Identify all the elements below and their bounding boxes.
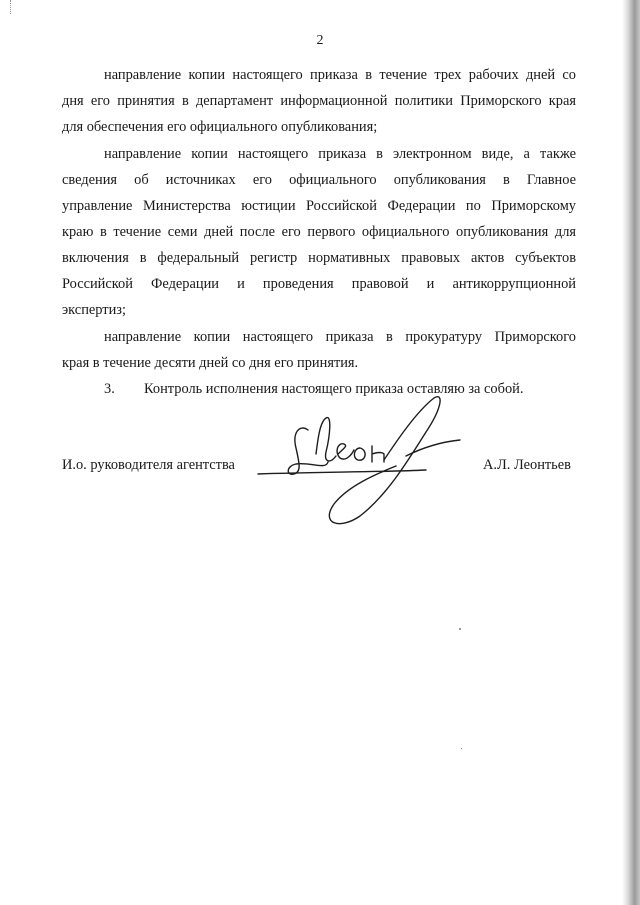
paragraph-3-line-2: края в течение десяти дней со дня его принятия. [62, 355, 359, 371]
signature-flourish [329, 397, 440, 524]
scan-speck [461, 748, 462, 749]
paragraph-1-line-3: для обеспечения его официального опубликования; [62, 119, 378, 135]
paragraph-2-line-3: управление Министерства юстиции Российской Федерации по Приморскому [62, 198, 576, 214]
signature-letter-3 [354, 448, 365, 460]
paragraph-3-line-1: направление копии настоящего приказа в прокуратуру Приморского [104, 329, 576, 345]
signature-letter-2 [337, 444, 354, 459]
signature-initial [288, 428, 328, 474]
paragraph-2-line-4: краю в течение семи дней после его первого официального опубликования для [62, 224, 576, 240]
signature-letter-1 [316, 418, 336, 461]
handwritten-signature [256, 392, 466, 552]
paragraph-2-line-7: экспертиз; [62, 302, 126, 318]
item-3-number: 3. [104, 381, 115, 397]
scan-speck [459, 628, 461, 630]
item-3-text: Контроль исполнения настоящего приказа оставляю за собой. [144, 381, 524, 397]
scan-edge-shadow [622, 0, 640, 905]
signatory-position: И.о. руководителя агентства [62, 457, 235, 473]
paragraph-2-line-5: включения в федеральный регистр нормативных правовых актов субъектов [62, 250, 576, 266]
paragraph-2-line-1: направление копии настоящего приказа в электронном виде, а также [104, 146, 576, 162]
page-number: 2 [316, 33, 324, 48]
signature-tail [406, 440, 460, 456]
paragraph-1-line-2: дня его принятия в департамент информационной политики Приморского края [62, 93, 576, 109]
paragraph-2-line-6: Российской Федерации и проведения правовой и антикоррупционной [62, 276, 576, 292]
paragraph-1-line-1: направление копии настоящего приказа в течение трех рабочих дней со [104, 67, 576, 83]
scan-corner-mark [0, 0, 11, 14]
signatory-name: А.Л. Леонтьев [483, 457, 571, 473]
signature-letter-4 [372, 446, 384, 462]
paragraph-2-line-2: сведения об источниках его официального опубликования в Главное [62, 172, 576, 188]
